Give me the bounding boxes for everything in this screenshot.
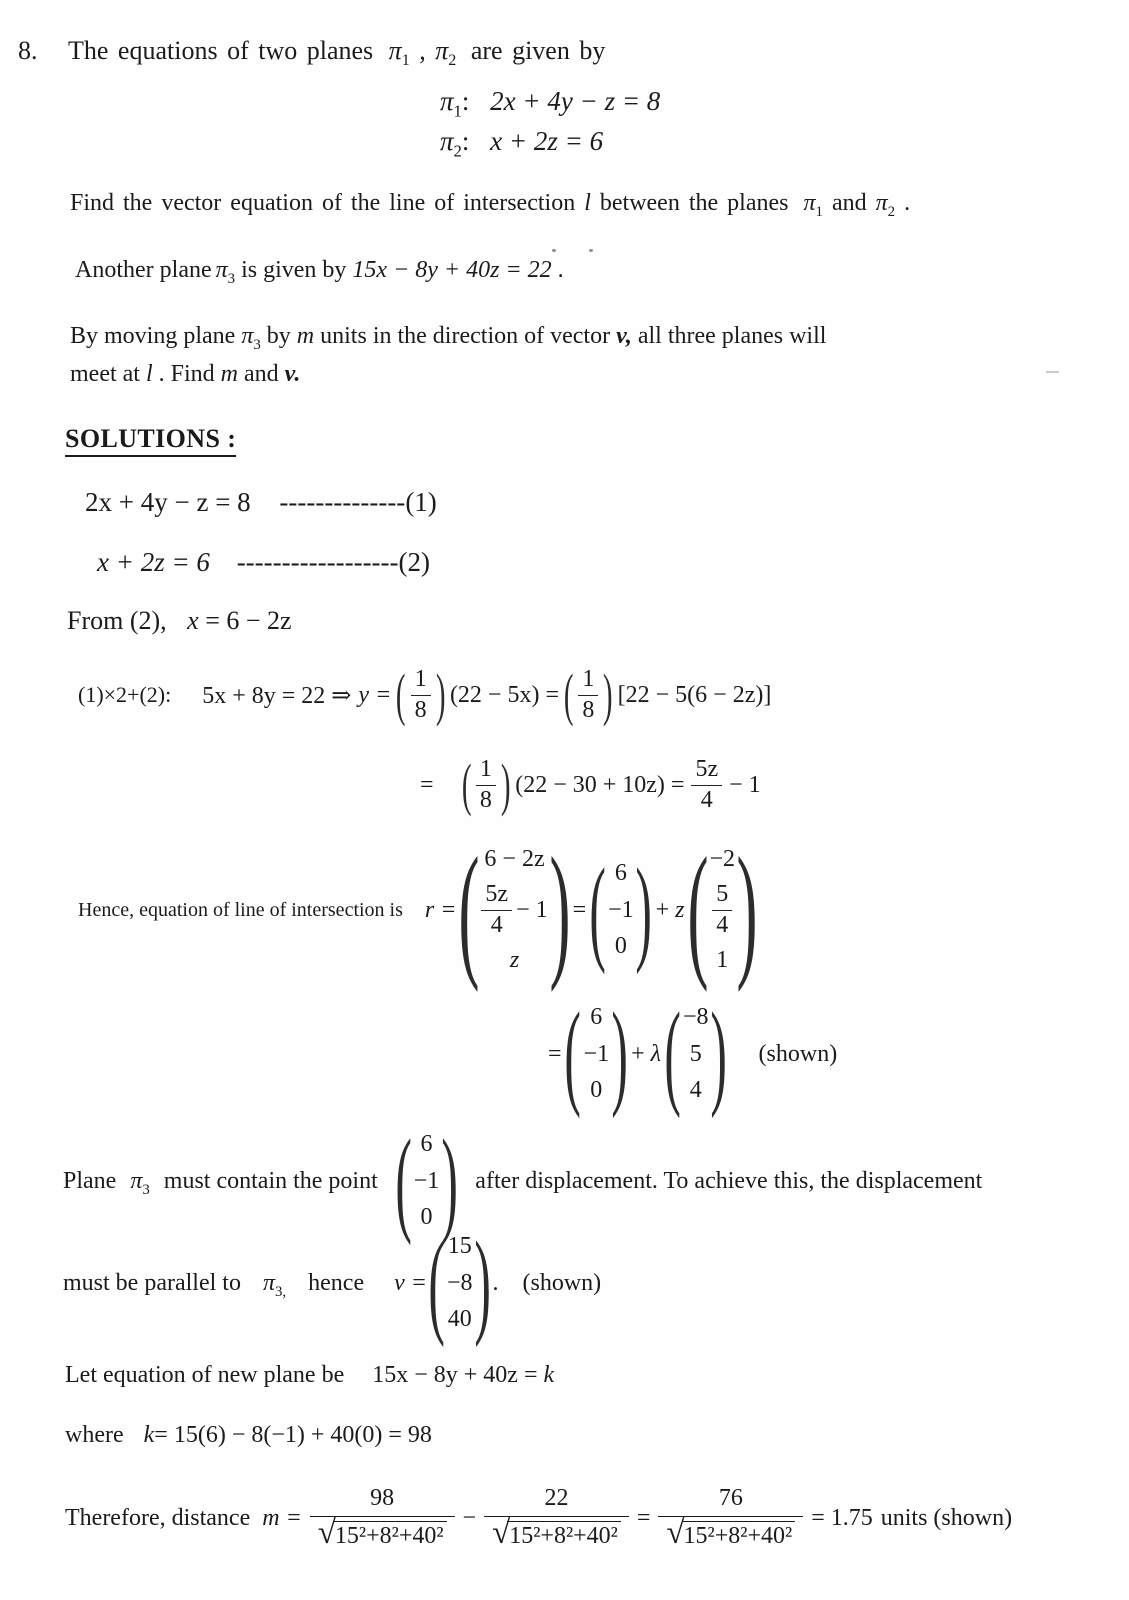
radicand: 15²+8²+40² (682, 1521, 796, 1549)
fraction-numerator: 1 (578, 667, 598, 695)
equation-2-line (97, 547, 430, 578)
moving-plane-line-2 (70, 361, 300, 388)
elimination-step-line (78, 655, 771, 735)
hence-text: Hence, equation of line of intersection is (78, 898, 403, 921)
vector-cell: 5 (689, 1040, 702, 1067)
vector-cell: 6 (590, 1004, 603, 1030)
line-l-variable: l (145, 361, 153, 387)
k-variable: k (543, 1362, 555, 1388)
fraction-denominator (484, 1516, 629, 1551)
plane2-equation: x + 2z = 6 (490, 126, 604, 156)
vector-cell: −1 (413, 1167, 440, 1194)
equation-2-label: (2) (398, 547, 431, 577)
plus-sign: + (655, 896, 670, 923)
minus-sign: − (462, 1504, 477, 1531)
dashes: ------------------ (236, 547, 399, 577)
meet-text-1: meet at (70, 361, 140, 387)
vector-cell: 1 (716, 947, 729, 974)
find-text-1: Find the vector equation of the line of intersection (70, 190, 576, 216)
k-variable: k (143, 1422, 155, 1448)
elimination-lead: 5x + 8y = 22 ⇒ (202, 682, 352, 709)
pi2-subscript: 2 (448, 52, 457, 70)
from-2-equation: = 6 − 2z (205, 606, 292, 635)
left-paren: ( (687, 826, 708, 993)
plus-sign: + (631, 1040, 645, 1067)
moving-text-4: all three planes will (637, 323, 827, 349)
fraction-numerator: 22 (544, 1485, 569, 1512)
simplify-step-line (420, 748, 761, 822)
fraction-denominator: 4 (700, 786, 713, 813)
k-value-line (65, 1422, 432, 1449)
moving-text-1: By moving plane (70, 323, 236, 349)
fraction-numerator: 5 (712, 882, 732, 910)
vector-cell: 6 (614, 860, 627, 886)
fraction-denominator: 8 (582, 696, 595, 723)
right-paren: ) (435, 661, 446, 727)
direction-vector (687, 826, 758, 993)
scan-artifact-dot (589, 249, 593, 252)
another-plane-line (75, 257, 564, 287)
right-paren: ) (441, 1114, 459, 1246)
m-variable: m (296, 323, 315, 349)
vector-cells (678, 1004, 714, 1104)
x-variable: x (187, 606, 199, 635)
meet-text-2: . Find (158, 361, 215, 387)
point-vector (564, 987, 628, 1119)
final-line-equation-row (548, 987, 838, 1119)
equation-2: x + 2z = 6 (97, 547, 210, 577)
fraction-5z-over-4 (481, 882, 512, 937)
fraction-denominator (310, 1516, 455, 1551)
pi3-symbol-wrap (130, 1167, 150, 1198)
pi3-subscript: 3 (142, 1181, 150, 1198)
pi3-subscript: 3 (227, 270, 236, 287)
fraction-one-eighth (578, 667, 598, 722)
fraction-denominator: 8 (414, 696, 427, 723)
equals-sign: = (572, 896, 587, 923)
new-plane-text: Let equation of new plane be (65, 1362, 345, 1388)
fraction-denominator (658, 1516, 803, 1551)
v-variable: v. (284, 361, 301, 387)
equals-sign: = (548, 1040, 562, 1067)
pi2-subscript: 2 (453, 141, 462, 161)
plane3-equation: 15x − 8y + 40z = 22 (352, 257, 552, 283)
point-vector (395, 1114, 459, 1246)
vector-cells (476, 846, 552, 974)
left-paren: ( (589, 843, 606, 975)
moving-text-3: units in the direction of vector (320, 323, 611, 349)
find-instruction (70, 190, 911, 220)
fraction-denominator: 8 (479, 786, 492, 813)
period: . (557, 257, 564, 283)
vector-cell: −8 (446, 1269, 473, 1296)
vector-cells (603, 860, 639, 960)
vector-cell: z (509, 947, 520, 974)
fraction-denominator: 4 (716, 911, 729, 938)
left-paren: ( (458, 826, 480, 993)
radicand: 15²+8²+40² (507, 1521, 621, 1549)
fraction-one-eighth (476, 757, 496, 812)
plane3-text-3: after displacement. To achieve this, the displacement (475, 1167, 983, 1194)
sqrt-sign: √ (666, 1514, 685, 1551)
find-text-3: and (831, 190, 867, 216)
r-variable: r = (424, 896, 457, 923)
pi3-symbol: π (215, 257, 228, 283)
vector-cells (704, 846, 740, 974)
vector-cell: −2 (709, 846, 736, 872)
radicand: 15²+8²+40² (333, 1521, 447, 1549)
right-paren: ) (635, 843, 653, 975)
vector-cell: 0 (590, 1077, 603, 1104)
left-paren: ( (395, 1114, 412, 1246)
plane3-text-1: Plane (63, 1167, 117, 1194)
vector-cells (579, 1004, 615, 1104)
period: . (904, 190, 911, 216)
equals-sign: = (420, 771, 434, 798)
pi1-symbol: π (803, 190, 816, 216)
right-paren: ) (736, 826, 758, 993)
m-variable: m (220, 361, 238, 387)
v-variable: v, (616, 323, 632, 349)
elimination-mid: (22 − 5x) = (449, 681, 559, 708)
fraction-numerator: 1 (411, 667, 431, 695)
pi1-symbol: π (440, 86, 454, 116)
pi2-symbol: π (440, 126, 454, 156)
shown-note: (shown) (522, 1269, 602, 1296)
scan-artifact-dot (552, 249, 556, 252)
equation-1: 2x + 4y − z = 8 (85, 487, 251, 517)
parallel-displacement-row (63, 1216, 602, 1348)
right-paren: ) (500, 751, 511, 817)
simplify-mid: (22 − 30 + 10z) = (515, 771, 685, 798)
fraction-one-eighth (411, 667, 431, 722)
simplify-tail: − 1 (729, 771, 761, 798)
fraction-22 (484, 1485, 629, 1550)
pi3-symbol: π (241, 323, 254, 349)
elimination-tail: [22 − 5(6 − 2z)] (617, 681, 772, 708)
pi1-symbol: π (388, 36, 402, 65)
fraction-76 (658, 1485, 803, 1550)
question-intro-text-1: The equations of two planes (68, 36, 374, 65)
left-paren: ( (428, 1216, 445, 1348)
pi1-subscript: 1 (401, 52, 410, 70)
pi3-subscript: 3, (274, 1283, 287, 1300)
vector-cell: −8 (683, 1004, 709, 1030)
another-text-2: is given by (241, 257, 347, 283)
plane1-equation-line (440, 86, 661, 121)
line-of-intersection-row (78, 826, 758, 993)
question-intro-text-2: are given by (470, 36, 606, 65)
z-parameter: z (675, 896, 685, 923)
k-equation: = 15(6) − 8(−1) + 40(0) = 98 (154, 1422, 432, 1448)
distance-calculation-row (65, 1484, 1012, 1552)
vector-cell: 6 (420, 1131, 433, 1157)
vector-cell: 0 (614, 933, 627, 960)
plane2-equation-line (440, 126, 604, 161)
v-vector (428, 1216, 492, 1348)
equation-1-line (85, 487, 437, 518)
plane3-text-2: must contain the point (163, 1167, 378, 1194)
vector-cell: −1 (583, 1040, 610, 1067)
pi3-symbol: π (130, 1167, 143, 1194)
right-paren: ) (603, 661, 613, 727)
pi3-subscript: 3 (253, 336, 261, 353)
question-number: 8. (18, 36, 38, 65)
pi2-subscript: 2 (887, 203, 896, 220)
colon: : (461, 86, 470, 116)
comma: , (419, 36, 426, 65)
right-paren: ) (611, 987, 628, 1119)
new-plane-line (65, 1362, 554, 1389)
parallel-text-1: must be parallel to (63, 1269, 241, 1296)
elimination-label: (1)×2+(2): (78, 682, 172, 707)
right-paren: ) (549, 826, 571, 993)
from-2-text: From (2), (67, 606, 167, 635)
left-paren: ( (563, 661, 574, 727)
right-paren: ) (474, 1216, 492, 1348)
new-plane-equation: 15x − 8y + 40z = (372, 1362, 538, 1388)
pi2-symbol: π (875, 190, 888, 216)
vector-cell: 4 (689, 1077, 702, 1104)
m-variable: m = (262, 1504, 302, 1531)
period: . (492, 1269, 499, 1296)
dashes: -------------- (279, 487, 406, 517)
left-paren: ( (461, 751, 472, 817)
shown-note: (shown) (758, 1040, 838, 1067)
meet-text-3: and (244, 361, 279, 387)
where-text: where (65, 1422, 124, 1448)
sqrt-sign: √ (317, 1514, 336, 1551)
solutions-heading-wrap (65, 424, 236, 454)
therefore-text: Therefore, distance (65, 1504, 251, 1531)
y-variable: y = (358, 681, 392, 708)
fraction-numerator: 5z (481, 882, 512, 910)
vector-cell: 6 − 2z (484, 846, 545, 872)
vector-cell: 40 (447, 1306, 472, 1333)
fraction-98 (310, 1485, 455, 1550)
colon: : (461, 126, 470, 156)
left-paren: ( (664, 987, 681, 1119)
question-intro (68, 36, 606, 70)
general-point-vector (458, 826, 571, 993)
right-paren: ) (710, 987, 728, 1119)
fraction-denominator: 4 (490, 911, 503, 938)
pi3-symbol-wrap (262, 1269, 287, 1300)
equation-1-label: (1) (405, 487, 437, 517)
direction-vector (664, 987, 728, 1119)
pi1-subscript: 1 (815, 203, 823, 220)
sqrt-sign: √ (492, 1514, 511, 1551)
pi1-subscript: 1 (453, 101, 462, 121)
solutions-heading: SOLUTIONS : (65, 424, 236, 457)
moving-text-2: by (266, 323, 291, 349)
left-paren: ( (396, 661, 406, 727)
minus-one: − 1 (516, 896, 548, 923)
equals-sign: = (636, 1504, 651, 1531)
fraction-numerator: 76 (718, 1485, 743, 1512)
parallel-text-2: hence (308, 1269, 365, 1296)
result-value: = 1.75 (811, 1504, 873, 1531)
vector-cells (442, 1233, 478, 1333)
lambda-parameter: λ (650, 1040, 662, 1067)
fraction-numerator: 98 (370, 1485, 395, 1512)
point-vector (589, 843, 653, 975)
moving-plane-line-1 (70, 323, 827, 353)
fraction-numerator: 5z (691, 757, 722, 785)
fraction-numerator: 1 (476, 757, 496, 785)
vector-cell: 0 (420, 1204, 433, 1231)
units-shown-note: units (shown) (880, 1504, 1013, 1531)
scan-artifact-dash (1046, 371, 1059, 373)
pi2-symbol: π (435, 36, 449, 65)
find-text-2: between the planes (599, 190, 789, 216)
plane1-equation: 2x + 4y − z = 8 (490, 86, 661, 116)
vector-cell (481, 882, 547, 937)
vector-cell: 15 (447, 1233, 472, 1259)
another-text-1: Another plane (75, 257, 212, 283)
v-variable: v = (394, 1269, 427, 1296)
fraction-5-over-4 (712, 882, 732, 937)
from-2-line (67, 606, 292, 636)
vector-cell: −1 (608, 896, 634, 923)
left-paren: ( (564, 987, 582, 1119)
pi3-symbol: π (262, 1269, 275, 1296)
line-l-variable: l (584, 190, 591, 216)
fraction-5z-over-4 (691, 757, 722, 812)
